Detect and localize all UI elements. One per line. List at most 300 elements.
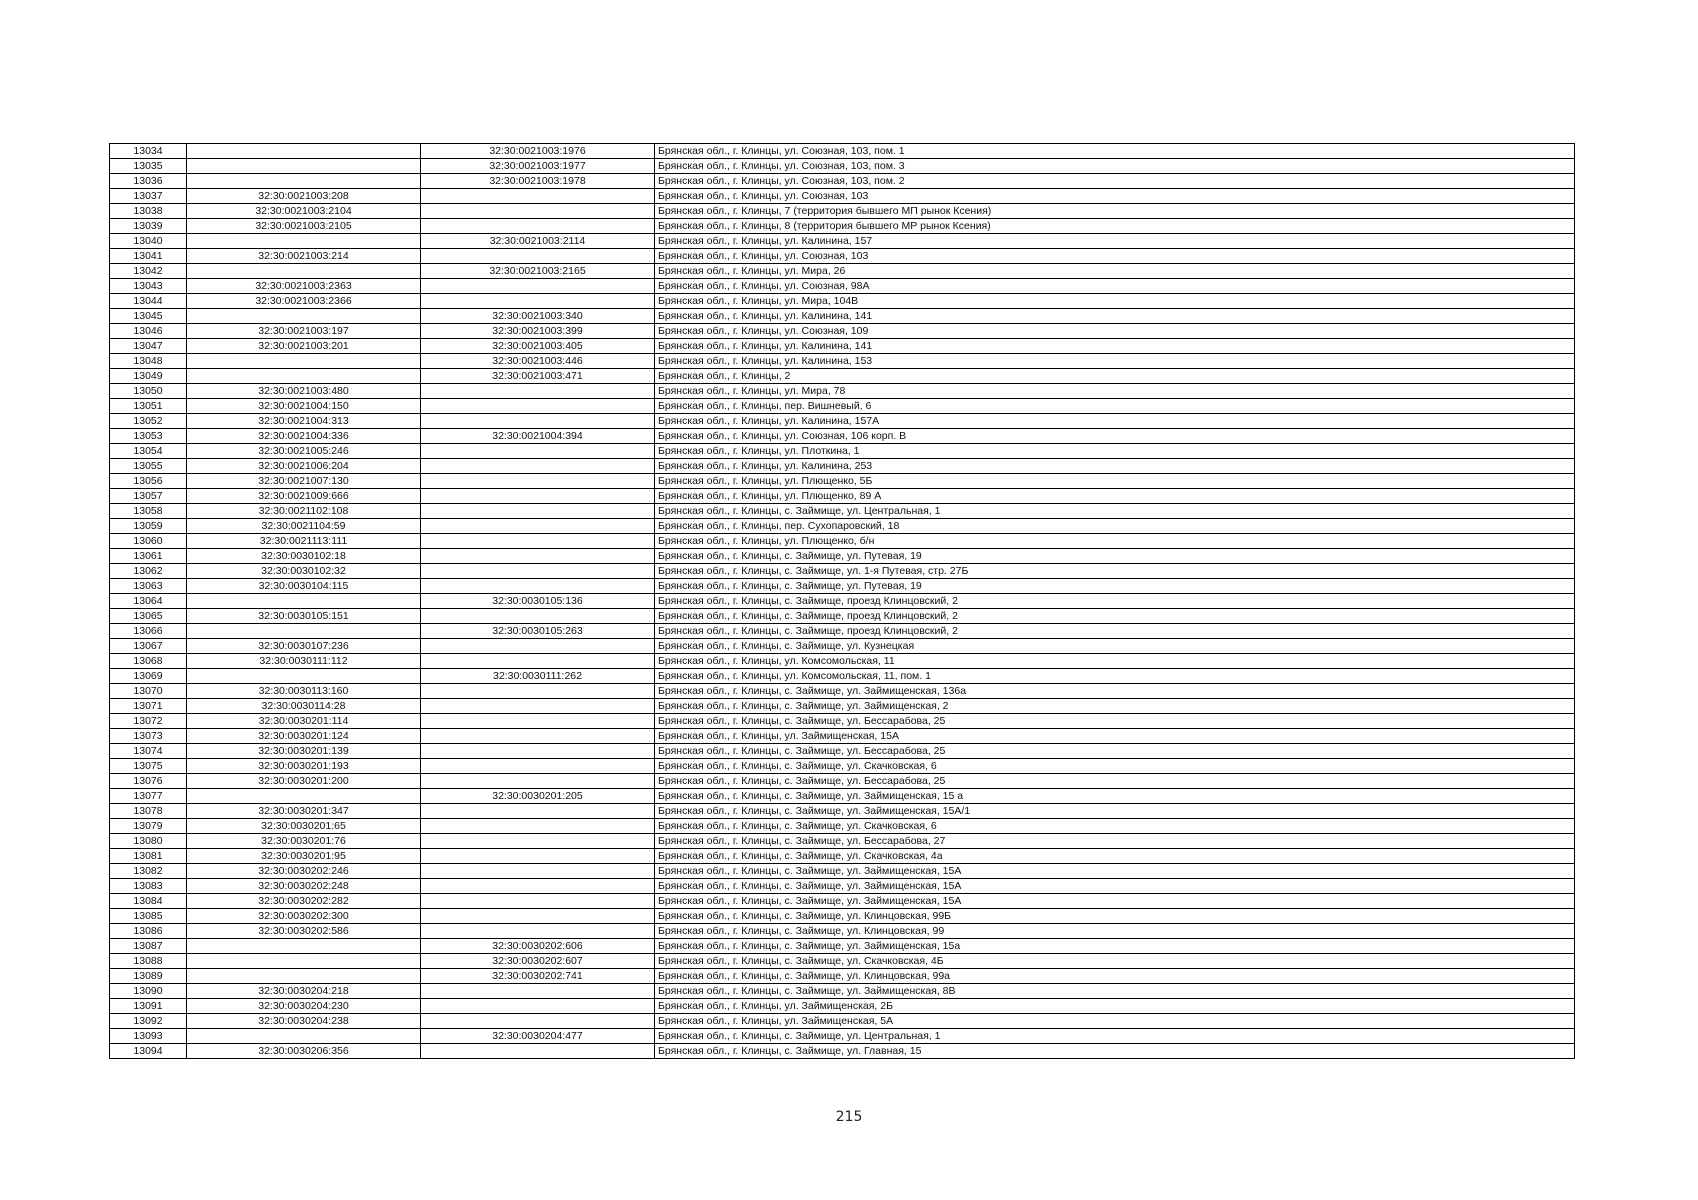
row-number-cell: 13041 (110, 249, 187, 264)
row-number-cell: 13062 (110, 564, 187, 579)
building-cadastral-number-cell (421, 219, 655, 234)
cadastral-number-cell: 32:30:0030204:230 (187, 999, 421, 1014)
page-number: 215 (835, 1109, 863, 1125)
cadastral-number-cell: 32:30:0021102:108 (187, 504, 421, 519)
table-row (110, 579, 1575, 594)
address-cell: Брянская обл., г. Клинцы, с. Займище, ул. Бессарабова, 25 (655, 774, 1575, 789)
address-cell: Брянская обл., г. Клинцы, ул. Займищенская, 5А (655, 1014, 1575, 1029)
cadastral-number-cell: 32:30:0030202:282 (187, 894, 421, 909)
cadastral-number-cell: 32:30:0030206:356 (187, 1044, 421, 1059)
building-cadastral-number-cell: 32:30:0021003:1976 (421, 144, 655, 159)
address-cell: Брянская обл., г. Клинцы, ул. Мира, 78 (655, 384, 1575, 399)
cadastral-number-cell: 32:30:0030105:151 (187, 609, 421, 624)
row-number-cell: 13068 (110, 654, 187, 669)
cadastral-number-cell: 32:30:0021005:246 (187, 444, 421, 459)
building-cadastral-number-cell (421, 639, 655, 654)
table-row (110, 504, 1575, 519)
cadastral-number-cell: 32:30:0021007:130 (187, 474, 421, 489)
address-cell: Брянская обл., г. Клинцы, с. Займище, ул. Главная, 15 (655, 1044, 1575, 1059)
cadastral-number-cell: 32:30:0021004:150 (187, 399, 421, 414)
address-cell: Брянская обл., г. Клинцы, с. Займище, ул. Клинцовская, 99 (655, 924, 1575, 939)
table-row (110, 909, 1575, 924)
table-row (110, 459, 1575, 474)
table-row (110, 594, 1575, 609)
row-number-cell: 13076 (110, 774, 187, 789)
building-cadastral-number-cell (421, 804, 655, 819)
cadastral-number-cell (187, 594, 421, 609)
address-cell: Брянская обл., г. Клинцы, ул. Союзная, 106 корп. В (655, 429, 1575, 444)
row-number-cell: 13089 (110, 969, 187, 984)
building-cadastral-number-cell (421, 444, 655, 459)
cadastral-number-cell: 32:30:0021003:201 (187, 339, 421, 354)
cadastral-number-cell: 32:30:0021003:208 (187, 189, 421, 204)
building-cadastral-number-cell: 32:30:0030204:477 (421, 1029, 655, 1044)
address-cell: Брянская обл., г. Клинцы, ул. Мира, 26 (655, 264, 1575, 279)
row-number-cell: 13063 (110, 579, 187, 594)
address-cell: Брянская обл., г. Клинцы, ул. Плоткина, 1 (655, 444, 1575, 459)
cadastral-number-cell: 32:30:0021006:204 (187, 459, 421, 474)
table-row (110, 519, 1575, 534)
table-row (110, 534, 1575, 549)
row-number-cell: 13079 (110, 819, 187, 834)
table-row (110, 774, 1575, 789)
cadastral-number-cell: 32:30:0030201:200 (187, 774, 421, 789)
cadastral-number-cell: 32:30:0021003:2363 (187, 279, 421, 294)
table-row (110, 759, 1575, 774)
cadastral-number-cell: 32:30:0021003:2104 (187, 204, 421, 219)
building-cadastral-number-cell (421, 189, 655, 204)
table-row (110, 159, 1575, 174)
cadastral-number-cell (187, 174, 421, 189)
table-row (110, 894, 1575, 909)
building-cadastral-number-cell (421, 834, 655, 849)
building-cadastral-number-cell: 32:30:0030105:263 (421, 624, 655, 639)
row-number-cell: 13073 (110, 729, 187, 744)
cadastral-number-cell: 32:30:0030201:95 (187, 849, 421, 864)
table-row (110, 969, 1575, 984)
cadastral-number-cell: 32:30:0030202:300 (187, 909, 421, 924)
building-cadastral-number-cell: 32:30:0021003:399 (421, 324, 655, 339)
building-cadastral-number-cell: 32:30:0030105:136 (421, 594, 655, 609)
cadastral-number-cell: 32:30:0030102:32 (187, 564, 421, 579)
address-cell: Брянская обл., г. Клинцы, с. Займище, ул. Займищенская, 15а (655, 939, 1575, 954)
table-row (110, 624, 1575, 639)
row-number-cell: 13090 (110, 984, 187, 999)
cadastral-number-cell: 32:30:0030201:347 (187, 804, 421, 819)
address-cell: Брянская обл., г. Клинцы, ул. Плющенко, б/н (655, 534, 1575, 549)
row-number-cell: 13084 (110, 894, 187, 909)
cadastral-number-cell (187, 144, 421, 159)
address-cell: Брянская обл., г. Клинцы, с. Займище, ул. Скачковская, 4Б (655, 954, 1575, 969)
address-cell: Брянская обл., г. Клинцы, с. Займище, ул. Путевая, 19 (655, 549, 1575, 564)
cadastral-number-cell: 32:30:0030201:76 (187, 834, 421, 849)
table-row (110, 1044, 1575, 1059)
address-cell: Брянская обл., г. Клинцы, 2 (655, 369, 1575, 384)
building-cadastral-number-cell (421, 399, 655, 414)
table-row (110, 384, 1575, 399)
cadastral-number-cell: 32:30:0021113:111 (187, 534, 421, 549)
cadastral-number-cell (187, 789, 421, 804)
row-number-cell: 13069 (110, 669, 187, 684)
cadastral-number-cell (187, 309, 421, 324)
cadastral-number-cell: 32:30:0030202:586 (187, 924, 421, 939)
table-row (110, 789, 1575, 804)
building-cadastral-number-cell: 32:30:0021003:446 (421, 354, 655, 369)
building-cadastral-number-cell: 32:30:0030201:205 (421, 789, 655, 804)
cadastral-number-cell (187, 234, 421, 249)
row-number-cell: 13044 (110, 294, 187, 309)
row-number-cell: 13034 (110, 144, 187, 159)
cadastral-number-cell: 32:30:0030107:236 (187, 639, 421, 654)
address-cell: Брянская обл., г. Клинцы, ул. Союзная, 103 (655, 189, 1575, 204)
building-cadastral-number-cell (421, 534, 655, 549)
table-row (110, 819, 1575, 834)
building-cadastral-number-cell (421, 1044, 655, 1059)
row-number-cell: 13059 (110, 519, 187, 534)
cadastral-number-cell (187, 669, 421, 684)
table-row (110, 324, 1575, 339)
table-row (110, 219, 1575, 234)
cadastral-number-cell (187, 624, 421, 639)
building-cadastral-number-cell (421, 774, 655, 789)
building-cadastral-number-cell: 32:30:0030202:607 (421, 954, 655, 969)
row-number-cell: 13082 (110, 864, 187, 879)
address-cell: Брянская обл., г. Клинцы, ул. Калинина, 153 (655, 354, 1575, 369)
row-number-cell: 13061 (110, 549, 187, 564)
address-cell: Брянская обл., г. Клинцы, ул. Союзная, 109 (655, 324, 1575, 339)
row-number-cell: 13086 (110, 924, 187, 939)
cadastral-number-cell (187, 969, 421, 984)
row-number-cell: 13047 (110, 339, 187, 354)
address-cell: Брянская обл., г. Клинцы, с. Займище, ул. Бессарабова, 25 (655, 744, 1575, 759)
row-number-cell: 13093 (110, 1029, 187, 1044)
address-cell: Брянская обл., г. Клинцы, ул. Плющенко, 89 А (655, 489, 1575, 504)
building-cadastral-number-cell (421, 249, 655, 264)
building-cadastral-number-cell (421, 744, 655, 759)
cadastral-number-cell: 32:30:0030201:193 (187, 759, 421, 774)
address-cell: Брянская обл., г. Клинцы, 7 (территория бывшего МП рынок Ксения) (655, 204, 1575, 219)
address-cell: Брянская обл., г. Клинцы, с. Займище, ул. Займищенская, 15А (655, 894, 1575, 909)
address-cell: Брянская обл., г. Клинцы, с. Займище, проезд Клинцовский, 2 (655, 624, 1575, 639)
table-row (110, 189, 1575, 204)
row-number-cell: 13051 (110, 399, 187, 414)
row-number-cell: 13037 (110, 189, 187, 204)
cadastral-number-cell: 32:30:0021003:2105 (187, 219, 421, 234)
cadastral-number-cell: 32:30:0030104:115 (187, 579, 421, 594)
table-row (110, 924, 1575, 939)
row-number-cell: 13036 (110, 174, 187, 189)
building-cadastral-number-cell (421, 504, 655, 519)
cadastral-number-cell: 32:30:0021004:336 (187, 429, 421, 444)
building-cadastral-number-cell: 32:30:0021003:405 (421, 339, 655, 354)
address-cell: Брянская обл., г. Клинцы, с. Займище, ул. Займищенская, 15А/1 (655, 804, 1575, 819)
address-cell: Брянская обл., г. Клинцы, 8 (территория бывшего МР рынок Ксения) (655, 219, 1575, 234)
row-number-cell: 13054 (110, 444, 187, 459)
table-row (110, 339, 1575, 354)
cadastral-number-cell: 32:30:0030201:65 (187, 819, 421, 834)
row-number-cell: 13046 (110, 324, 187, 339)
row-number-cell: 13070 (110, 684, 187, 699)
row-number-cell: 13058 (110, 504, 187, 519)
address-cell: Брянская обл., г. Клинцы, с. Займище, ул. Скачковская, 4а (655, 849, 1575, 864)
building-cadastral-number-cell (421, 204, 655, 219)
building-cadastral-number-cell: 32:30:0030202:741 (421, 969, 655, 984)
address-cell: Брянская обл., г. Клинцы, с. Займище, ул. Бессарабова, 27 (655, 834, 1575, 849)
row-number-cell: 13048 (110, 354, 187, 369)
address-cell: Брянская обл., г. Клинцы, ул. Союзная, 98А (655, 279, 1575, 294)
address-cell: Брянская обл., г. Клинцы, ул. Мира, 104В (655, 294, 1575, 309)
cadastral-number-cell (187, 354, 421, 369)
building-cadastral-number-cell (421, 294, 655, 309)
row-number-cell: 13064 (110, 594, 187, 609)
cadastral-number-cell: 32:30:0030202:246 (187, 864, 421, 879)
row-number-cell: 13094 (110, 1044, 187, 1059)
row-number-cell: 13055 (110, 459, 187, 474)
row-number-cell: 13038 (110, 204, 187, 219)
address-cell: Брянская обл., г. Клинцы, с. Займище, проезд Клинцовский, 2 (655, 594, 1575, 609)
table-row (110, 639, 1575, 654)
building-cadastral-number-cell (421, 924, 655, 939)
cadastral-number-cell: 32:30:0030201:114 (187, 714, 421, 729)
building-cadastral-number-cell: 32:30:0021003:340 (421, 309, 655, 324)
row-number-cell: 13042 (110, 264, 187, 279)
row-number-cell: 13050 (110, 384, 187, 399)
table-row (110, 804, 1575, 819)
building-cadastral-number-cell (421, 549, 655, 564)
cadastral-number-cell: 32:30:0030114:28 (187, 699, 421, 714)
building-cadastral-number-cell: 32:30:0021003:2114 (421, 234, 655, 249)
row-number-cell: 13040 (110, 234, 187, 249)
row-number-cell: 13067 (110, 639, 187, 654)
cadastral-number-cell: 32:30:0021004:313 (187, 414, 421, 429)
table-row (110, 444, 1575, 459)
cadastral-number-cell: 32:30:0021009:666 (187, 489, 421, 504)
table-row (110, 999, 1575, 1014)
row-number-cell: 13078 (110, 804, 187, 819)
table-row (110, 294, 1575, 309)
address-cell: Брянская обл., г. Клинцы, с. Займище, ул. Бессарабова, 25 (655, 714, 1575, 729)
row-number-cell: 13057 (110, 489, 187, 504)
cadastral-number-cell: 32:30:0021003:480 (187, 384, 421, 399)
cadastral-number-cell: 32:30:0030202:248 (187, 879, 421, 894)
property-registry-table (109, 143, 1575, 1059)
row-number-cell: 13045 (110, 309, 187, 324)
table-row (110, 249, 1575, 264)
row-number-cell: 13035 (110, 159, 187, 174)
building-cadastral-number-cell (421, 879, 655, 894)
cadastral-number-cell: 32:30:0021003:214 (187, 249, 421, 264)
table-row (110, 144, 1575, 159)
cadastral-number-cell: 32:30:0030204:218 (187, 984, 421, 999)
building-cadastral-number-cell (421, 519, 655, 534)
building-cadastral-number-cell: 32:30:0021003:1978 (421, 174, 655, 189)
table-row (110, 204, 1575, 219)
building-cadastral-number-cell (421, 699, 655, 714)
address-cell: Брянская обл., г. Клинцы, ул. Плющенко, 5Б (655, 474, 1575, 489)
building-cadastral-number-cell (421, 684, 655, 699)
table-row (110, 984, 1575, 999)
table-row (110, 174, 1575, 189)
row-number-cell: 13056 (110, 474, 187, 489)
address-cell: Брянская обл., г. Клинцы, ул. Союзная, 103, пом. 3 (655, 159, 1575, 174)
row-number-cell: 13039 (110, 219, 187, 234)
cadastral-number-cell (187, 939, 421, 954)
table-row (110, 744, 1575, 759)
address-cell: Брянская обл., г. Клинцы, ул. Комсомольская, 11, пом. 1 (655, 669, 1575, 684)
cadastral-number-cell (187, 264, 421, 279)
address-cell: Брянская обл., г. Клинцы, ул. Калинина, 141 (655, 309, 1575, 324)
row-number-cell: 13080 (110, 834, 187, 849)
table-row (110, 489, 1575, 504)
row-number-cell: 13043 (110, 279, 187, 294)
building-cadastral-number-cell: 32:30:0030202:606 (421, 939, 655, 954)
row-number-cell: 13077 (110, 789, 187, 804)
address-cell: Брянская обл., г. Клинцы, с. Займище, ул. Центральная, 1 (655, 504, 1575, 519)
address-cell: Брянская обл., г. Клинцы, пер. Вишневый, 6 (655, 399, 1575, 414)
address-cell: Брянская обл., г. Клинцы, с. Займище, ул. Займищенская, 15А (655, 879, 1575, 894)
address-cell: Брянская обл., г. Клинцы, с. Займище, ул. Займищенская, 2 (655, 699, 1575, 714)
address-cell: Брянская обл., г. Клинцы, ул. Калинина, 157 (655, 234, 1575, 249)
building-cadastral-number-cell (421, 729, 655, 744)
building-cadastral-number-cell (421, 864, 655, 879)
building-cadastral-number-cell (421, 459, 655, 474)
building-cadastral-number-cell (421, 609, 655, 624)
cadastral-number-cell: 32:30:0030111:112 (187, 654, 421, 669)
address-cell: Брянская обл., г. Клинцы, с. Займище, ул. 1-я Путевая, стр. 27Б (655, 564, 1575, 579)
address-cell: Брянская обл., г. Клинцы, с. Займище, ул. Путевая, 19 (655, 579, 1575, 594)
address-cell: Брянская обл., г. Клинцы, с. Займище, проезд Клинцовский, 2 (655, 609, 1575, 624)
building-cadastral-number-cell (421, 819, 655, 834)
address-cell: Брянская обл., г. Клинцы, с. Займище, ул. Займищенская, 15 а (655, 789, 1575, 804)
building-cadastral-number-cell (421, 759, 655, 774)
address-cell: Брянская обл., г. Клинцы, ул. Калинина, 157А (655, 414, 1575, 429)
cadastral-number-cell: 32:30:0030113:160 (187, 684, 421, 699)
row-number-cell: 13085 (110, 909, 187, 924)
building-cadastral-number-cell (421, 384, 655, 399)
address-cell: Брянская обл., г. Клинцы, с. Займище, ул. Скачковская, 6 (655, 819, 1575, 834)
cadastral-number-cell: 32:30:0030201:124 (187, 729, 421, 744)
table-row (110, 669, 1575, 684)
table-row (110, 684, 1575, 699)
table-row (110, 834, 1575, 849)
table-row (110, 549, 1575, 564)
table-row (110, 369, 1575, 384)
address-cell: Брянская обл., г. Клинцы, ул. Калинина, 253 (655, 459, 1575, 474)
building-cadastral-number-cell (421, 489, 655, 504)
row-number-cell: 13052 (110, 414, 187, 429)
row-number-cell: 13065 (110, 609, 187, 624)
address-cell: Брянская обл., г. Клинцы, ул. Союзная, 103 (655, 249, 1575, 264)
table-row (110, 609, 1575, 624)
building-cadastral-number-cell (421, 654, 655, 669)
cadastral-number-cell: 32:30:0030201:139 (187, 744, 421, 759)
row-number-cell: 13071 (110, 699, 187, 714)
building-cadastral-number-cell (421, 849, 655, 864)
building-cadastral-number-cell: 32:30:0021003:471 (421, 369, 655, 384)
row-number-cell: 13083 (110, 879, 187, 894)
building-cadastral-number-cell (421, 474, 655, 489)
address-cell: Брянская обл., г. Клинцы, с. Займище, ул. Центральная, 1 (655, 1029, 1575, 1044)
building-cadastral-number-cell (421, 279, 655, 294)
table-row (110, 354, 1575, 369)
cadastral-number-cell (187, 369, 421, 384)
table-row (110, 474, 1575, 489)
building-cadastral-number-cell (421, 714, 655, 729)
cadastral-number-cell: 32:30:0021003:2366 (187, 294, 421, 309)
row-number-cell: 13092 (110, 1014, 187, 1029)
address-cell: Брянская обл., г. Клинцы, с. Займище, ул. Клинцовская, 99Б (655, 909, 1575, 924)
address-cell: Брянская обл., г. Клинцы, с. Займище, ул. Займищенская, 8В (655, 984, 1575, 999)
address-cell: Брянская обл., г. Клинцы, ул. Союзная, 103, пом. 2 (655, 174, 1575, 189)
table-row (110, 729, 1575, 744)
row-number-cell: 13074 (110, 744, 187, 759)
table-row (110, 429, 1575, 444)
row-number-cell: 13066 (110, 624, 187, 639)
cadastral-number-cell: 32:30:0021104:59 (187, 519, 421, 534)
table-row (110, 564, 1575, 579)
row-number-cell: 13072 (110, 714, 187, 729)
row-number-cell: 13088 (110, 954, 187, 969)
building-cadastral-number-cell (421, 999, 655, 1014)
building-cadastral-number-cell (421, 1014, 655, 1029)
building-cadastral-number-cell (421, 984, 655, 999)
building-cadastral-number-cell (421, 909, 655, 924)
table-row (110, 1029, 1575, 1044)
table-row (110, 714, 1575, 729)
row-number-cell: 13091 (110, 999, 187, 1014)
table-row (110, 939, 1575, 954)
address-cell: Брянская обл., г. Клинцы, с. Займище, ул. Клинцовская, 99а (655, 969, 1575, 984)
table-row (110, 864, 1575, 879)
cadastral-number-cell (187, 159, 421, 174)
building-cadastral-number-cell (421, 894, 655, 909)
address-cell: Брянская обл., г. Клинцы, с. Займище, ул. Займищенская, 15А (655, 864, 1575, 879)
address-cell: Брянская обл., г. Клинцы, пер. Сухопаровский, 18 (655, 519, 1575, 534)
row-number-cell: 13081 (110, 849, 187, 864)
building-cadastral-number-cell: 32:30:0030111:262 (421, 669, 655, 684)
address-cell: Брянская обл., г. Клинцы, с. Займище, ул. Скачковская, 6 (655, 759, 1575, 774)
address-cell: Брянская обл., г. Клинцы, ул. Комсомольская, 11 (655, 654, 1575, 669)
cadastral-number-cell: 32:30:0030204:238 (187, 1014, 421, 1029)
table-row (110, 309, 1575, 324)
building-cadastral-number-cell (421, 564, 655, 579)
table-row (110, 399, 1575, 414)
table-row (110, 954, 1575, 969)
address-cell: Брянская обл., г. Клинцы, с. Займище, ул. Займищенская, 136а (655, 684, 1575, 699)
building-cadastral-number-cell (421, 579, 655, 594)
address-cell: Брянская обл., г. Клинцы, ул. Калинина, 141 (655, 339, 1575, 354)
table-row (110, 654, 1575, 669)
building-cadastral-number-cell (421, 414, 655, 429)
building-cadastral-number-cell: 32:30:0021003:2165 (421, 264, 655, 279)
cadastral-number-cell: 32:30:0030102:18 (187, 549, 421, 564)
address-cell: Брянская обл., г. Клинцы, с. Займище, ул. Кузнецкая (655, 639, 1575, 654)
table-row (110, 849, 1575, 864)
table-row (110, 879, 1575, 894)
row-number-cell: 13075 (110, 759, 187, 774)
table-row (110, 1014, 1575, 1029)
table-row (110, 234, 1575, 249)
table-row (110, 279, 1575, 294)
row-number-cell: 13053 (110, 429, 187, 444)
cadastral-number-cell (187, 1029, 421, 1044)
cadastral-number-cell (187, 954, 421, 969)
table-body (110, 144, 1575, 1059)
table-row (110, 414, 1575, 429)
row-number-cell: 13087 (110, 939, 187, 954)
address-cell: Брянская обл., г. Клинцы, ул. Союзная, 103, пом. 1 (655, 144, 1575, 159)
building-cadastral-number-cell: 32:30:0021003:1977 (421, 159, 655, 174)
